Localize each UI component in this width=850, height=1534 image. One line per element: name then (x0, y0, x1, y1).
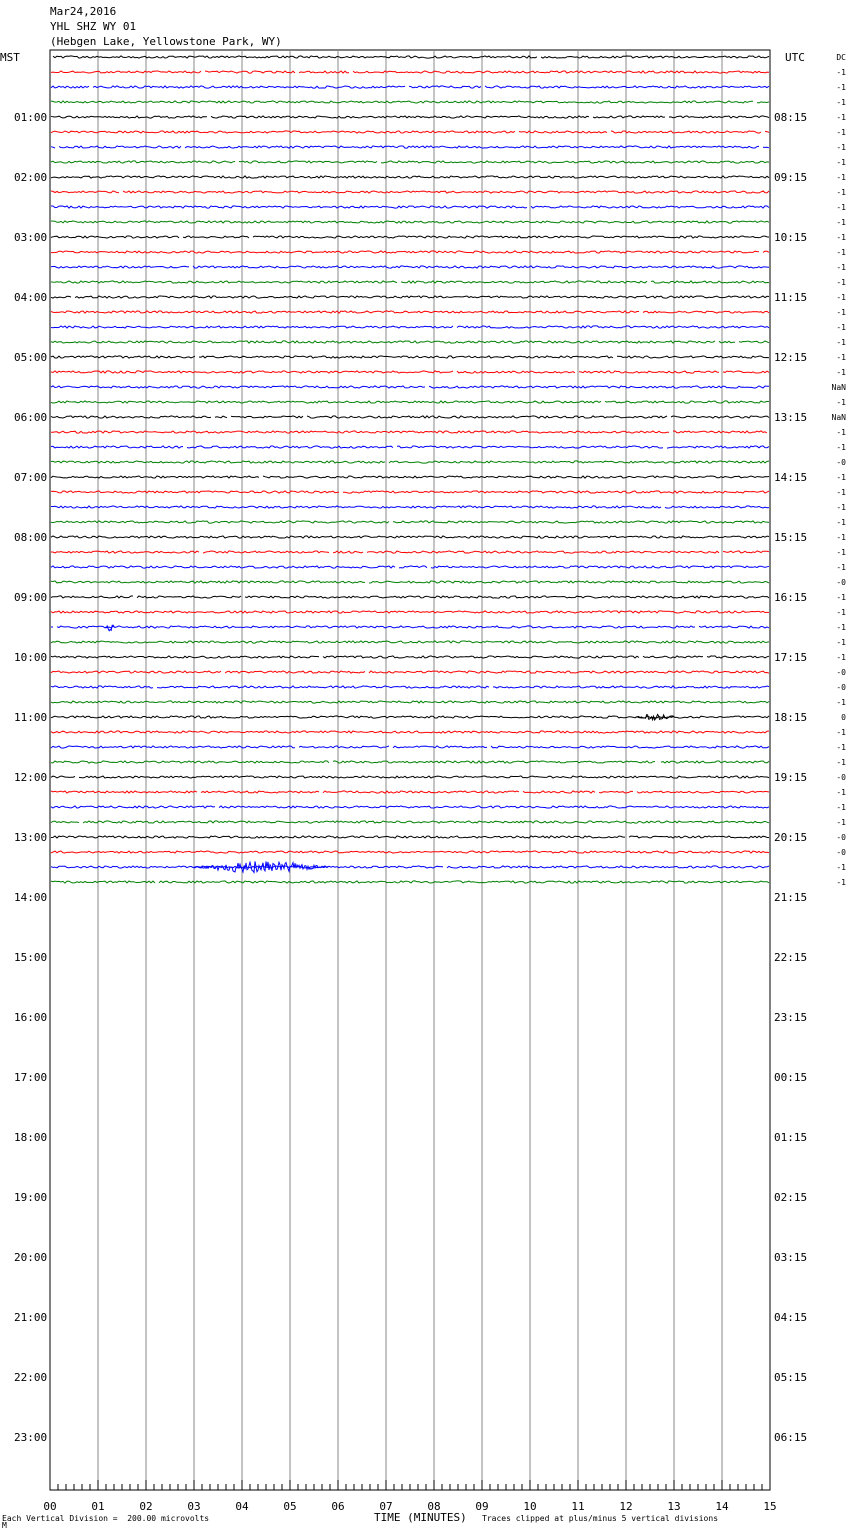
right-hour-label: 23:15 (774, 1011, 808, 1024)
trace-offset-label: -1 (836, 128, 846, 137)
seismic-trace (51, 446, 769, 448)
trace-offset-label: -1 (836, 863, 846, 872)
left-hour-label: 11:00 (14, 711, 48, 724)
trace-offset-label: -1 (836, 323, 846, 332)
seismic-trace (51, 386, 769, 388)
seismic-trace (51, 296, 769, 298)
seismic-trace (51, 416, 769, 418)
left-hour-label: 05:00 (14, 351, 48, 364)
trace-offset-label: -1 (836, 353, 846, 362)
chart-date: Mar24,2016 (50, 5, 117, 18)
seismic-trace (51, 401, 769, 403)
right-hour-label: 21:15 (774, 891, 808, 904)
x-tick-label: 01 (91, 1500, 105, 1513)
trace-offset-label: -1 (836, 608, 846, 617)
seismic-trace (51, 176, 769, 178)
left-hour-label: 08:00 (14, 531, 48, 544)
x-tick-label: 10 (523, 1500, 537, 1513)
seismic-trace (51, 101, 769, 103)
left-hour-label: 12:00 (14, 771, 48, 784)
trace-offset-label: -1 (836, 623, 846, 632)
trace-offset-label: -1 (836, 728, 846, 737)
left-hour-label: 01:00 (14, 111, 48, 124)
x-tick-label: 13 (667, 1500, 681, 1513)
right-hour-label: 02:15 (774, 1191, 808, 1204)
trace-offset-label: -1 (836, 428, 846, 437)
x-tick-label: 11 (571, 1500, 585, 1513)
trace-offset-label: -1 (836, 653, 846, 662)
trace-offset-label: -1 (836, 218, 846, 227)
trace-offset-label: -1 (836, 593, 846, 602)
trace-offset-label: -1 (836, 158, 846, 167)
trace-offset-label: -1 (836, 233, 846, 242)
left-hour-label: 22:00 (14, 1371, 48, 1384)
trace-offset-label: -1 (836, 293, 846, 302)
trace-offset-label: -1 (836, 278, 846, 287)
station-location: (Hebgen Lake, Yellowstone Park, WY) (50, 35, 282, 48)
left-hour-label: 09:00 (14, 591, 48, 604)
trace-offset-label: -0 (836, 848, 846, 857)
right-hour-label: 09:15 (774, 171, 808, 184)
seismic-trace (51, 86, 769, 88)
trace-offset-label: -0 (836, 833, 846, 842)
trace-offset-label: -1 (836, 518, 846, 527)
trace-offset-label: -1 (836, 338, 846, 347)
x-tick-label: 08 (427, 1500, 441, 1513)
left-hour-label: 13:00 (14, 831, 48, 844)
seismic-trace (51, 266, 769, 268)
right-hour-label: 20:15 (774, 831, 808, 844)
left-hour-label: 20:00 (14, 1251, 48, 1264)
right-hour-label: 05:15 (774, 1371, 808, 1384)
trace-offset-label: -1 (836, 818, 846, 827)
trace-offset-label: -0 (836, 578, 846, 587)
right-hour-label: 04:15 (774, 1311, 808, 1324)
left-hour-label: 03:00 (14, 231, 48, 244)
trace-offset-label: 0 (841, 713, 846, 722)
right-hour-label: 16:15 (774, 591, 808, 604)
seismic-trace (51, 371, 769, 373)
trace-offset-label: -1 (836, 803, 846, 812)
seismic-trace (51, 341, 769, 343)
trace-offset-label: -1 (836, 308, 846, 317)
trace-offset-label: -1 (836, 788, 846, 797)
left-hour-label: 18:00 (14, 1131, 48, 1144)
trace-offset-label: -1 (836, 203, 846, 212)
x-tick-label: 14 (715, 1500, 729, 1513)
left-hour-label: 02:00 (14, 171, 48, 184)
seismic-trace (51, 71, 769, 73)
right-hour-label: 03:15 (774, 1251, 808, 1264)
seismic-trace (51, 491, 769, 493)
seismic-trace (51, 881, 769, 883)
trace-offset-label: -1 (836, 143, 846, 152)
seismic-trace (51, 716, 769, 718)
left-hour-label: 04:00 (14, 291, 48, 304)
trace-offset-label: -1 (836, 398, 846, 407)
trace-offset-label: -1 (836, 638, 846, 647)
left-hour-label: 15:00 (14, 951, 48, 964)
station-code: YHL SHZ WY 01 (50, 20, 137, 33)
right-hour-label: 15:15 (774, 531, 808, 544)
right-hour-label: 22:15 (774, 951, 808, 964)
seismic-trace (51, 146, 769, 148)
seismic-trace (51, 221, 769, 223)
trace-offset-label: -1 (836, 188, 846, 197)
seismic-trace (51, 671, 769, 673)
seismic-trace (51, 161, 769, 163)
clip-note: Traces clipped at plus/minus 5 vertical divisions (482, 1514, 719, 1523)
trace-offset-label: -0 (836, 683, 846, 692)
seismic-trace (51, 191, 769, 193)
trace-offset-label: -1 (836, 83, 846, 92)
seismic-trace (51, 851, 769, 853)
x-tick-label: 06 (331, 1500, 345, 1513)
trace-offset-label: -1 (836, 473, 846, 482)
left-hour-label: 19:00 (14, 1191, 48, 1204)
x-tick-label: 07 (379, 1500, 393, 1513)
left-hour-label: 16:00 (14, 1011, 48, 1024)
x-axis-title: TIME (MINUTES) (374, 1511, 467, 1524)
x-tick-label: 05 (283, 1500, 297, 1513)
trace-offset-label: -1 (836, 68, 846, 77)
trace-offset-label: -1 (836, 503, 846, 512)
seismic-trace (51, 236, 769, 238)
plot-frame (50, 50, 770, 1490)
seismic-trace (51, 596, 769, 598)
trace-offset-label: -1 (836, 548, 846, 557)
seismic-trace (51, 356, 769, 358)
trace-offset-label: -1 (836, 563, 846, 572)
right-hour-label: 13:15 (774, 411, 808, 424)
seismic-trace (51, 476, 769, 478)
left-hour-label: 07:00 (14, 471, 48, 484)
trace-offset-label: -1 (836, 488, 846, 497)
x-tick-label: 04 (235, 1500, 249, 1513)
seismic-trace (51, 536, 769, 538)
x-tick-label: 00 (43, 1500, 57, 1513)
seismic-trace (51, 116, 769, 118)
trace-offset-label: -1 (836, 248, 846, 257)
trace-offset-label: NaN (831, 383, 846, 392)
seismic-trace (51, 206, 769, 208)
seismic-trace (51, 326, 769, 328)
left-hour-label: 21:00 (14, 1311, 48, 1324)
seismic-trace (51, 251, 769, 253)
seismic-trace (51, 551, 769, 553)
x-tick-label: 15 (763, 1500, 777, 1513)
seismic-trace (51, 806, 769, 808)
right-hour-label: 10:15 (774, 231, 808, 244)
seismic-trace (51, 641, 769, 643)
trace-offset-label: -1 (836, 173, 846, 182)
seismic-trace (51, 506, 769, 508)
seismic-trace (51, 836, 769, 838)
seismic-trace (51, 686, 769, 688)
trace-offset-label: -1 (836, 698, 846, 707)
left-hour-label: 14:00 (14, 891, 48, 904)
right-hour-label: 17:15 (774, 651, 808, 664)
seismic-trace (51, 731, 769, 733)
x-tick-label: 03 (187, 1500, 201, 1513)
right-hour-label: 19:15 (774, 771, 808, 784)
seismic-trace (51, 566, 769, 568)
trace-offset-label: -1 (836, 878, 846, 887)
trace-offset-label: -1 (836, 98, 846, 107)
seismic-trace (51, 821, 769, 823)
seismic-trace (51, 311, 769, 313)
seismic-trace (51, 581, 769, 583)
left-axis-title: MST (0, 51, 20, 64)
trace-offset-label: -1 (836, 743, 846, 752)
trace-offset-label: -0 (836, 668, 846, 677)
right-hour-label: 11:15 (774, 291, 808, 304)
trace-offset-label: -1 (836, 533, 846, 542)
trace-offset-label: NaN (831, 413, 846, 422)
trace-offset-label: -1 (836, 263, 846, 272)
x-tick-label: 09 (475, 1500, 489, 1513)
seismic-trace (51, 281, 769, 283)
seismic-trace (51, 521, 769, 523)
seismic-trace (51, 131, 769, 133)
right-hour-label: 18:15 (774, 711, 808, 724)
trace-offset-label: -0 (836, 773, 846, 782)
trace-offset-label: DC (836, 53, 846, 62)
left-hour-label: 10:00 (14, 651, 48, 664)
seismic-trace (51, 611, 769, 613)
seismic-trace (51, 626, 769, 628)
seismic-trace (51, 701, 769, 703)
right-hour-label: 14:15 (774, 471, 808, 484)
right-axis-title: UTC (785, 51, 805, 64)
x-tick-label: 02 (139, 1500, 153, 1513)
right-hour-label: 00:15 (774, 1071, 808, 1084)
seismic-trace (51, 461, 769, 463)
trace-offset-label: -1 (836, 758, 846, 767)
trace-offset-label: -1 (836, 368, 846, 377)
left-hour-label: 06:00 (14, 411, 48, 424)
seismic-trace (51, 791, 769, 793)
scale-note: Each Vertical Division = 200.00 microvolts (2, 1514, 210, 1523)
right-hour-label: 08:15 (774, 111, 808, 124)
trace-offset-label: -0 (836, 458, 846, 467)
seismic-trace (51, 761, 769, 763)
right-hour-label: 12:15 (774, 351, 808, 364)
left-hour-label: 23:00 (14, 1431, 48, 1444)
right-hour-label: 06:15 (774, 1431, 808, 1444)
seismic-trace (53, 56, 769, 58)
right-hour-label: 01:15 (774, 1131, 808, 1144)
seismic-trace (51, 746, 769, 748)
left-hour-label: 17:00 (14, 1071, 48, 1084)
corner-mark: M (2, 1521, 7, 1530)
seismic-trace (51, 431, 767, 433)
seismic-trace (51, 866, 769, 868)
seismic-trace (51, 776, 769, 778)
trace-offset-label: -1 (836, 443, 846, 452)
trace-offset-label: -1 (836, 113, 846, 122)
seismic-trace (51, 656, 769, 658)
x-tick-label: 12 (619, 1500, 633, 1513)
